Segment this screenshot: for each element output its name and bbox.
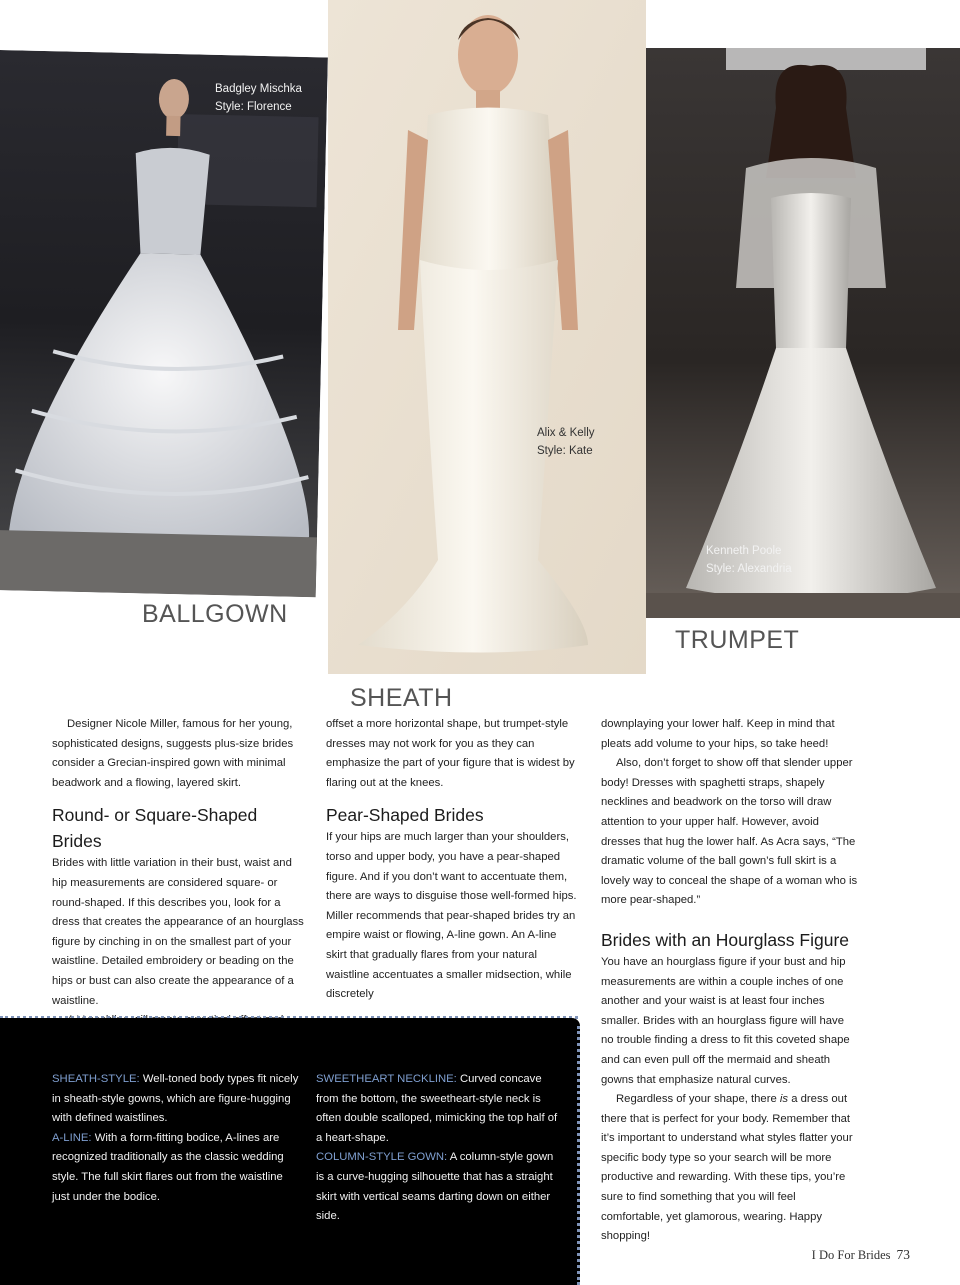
ballgown-caption — [215, 80, 302, 116]
column-2-paragraph-1: If your hips are much larger than your shoulders, torso and upper body, you have a pear-shaped figure. And if you don’t want to accentuate them, there are ways to disguise those well-formed hips. Miller recommends that pear-shaped brides try an empire waist or flowing, A-line gown. An A-line skirt that gradually flares from your natural waistline accentuates a smaller midsection, while discretely — [326, 831, 577, 1001]
publication-name: I Do For Brides — [811, 1248, 891, 1262]
column-3-paragraph-4-emphasis: is — [779, 1093, 789, 1106]
glossary-term-sheath: SHEATH-STYLE: — [52, 1073, 140, 1085]
trumpet-photo — [646, 48, 960, 618]
column-3-paragraph-4 — [601, 1090, 859, 1247]
trumpet-caption — [706, 542, 792, 578]
ballgown-designer: Badgley Mischka — [215, 83, 302, 95]
sheath-style: Style: Kate — [537, 445, 593, 457]
glossary-def-column: A column-style gown is a curve-hugging silhouette that has a straight skirt with vertical seams darting down on either side. — [316, 1151, 554, 1223]
page-folio — [812, 1247, 910, 1263]
glossary-term-column: COLUMN-STYLE GOWN: — [316, 1151, 448, 1164]
trumpet-style: Style: Alexandria — [706, 563, 792, 575]
heading-hourglass: Brides with an Hourglass Figure — [601, 929, 850, 950]
heading-pear-shaped: Pear-Shaped Brides — [326, 805, 484, 826]
trumpet-label: TRUMPET — [675, 626, 800, 654]
article-column-2 — [326, 715, 578, 1005]
ballgown-photo — [0, 50, 328, 597]
column-3-paragraph-4-start: Regardless of your shape, there — [616, 1093, 780, 1106]
glossary-aline — [52, 1129, 300, 1207]
trumpet-designer: Kenneth Poole — [706, 545, 782, 557]
glossary-sheath — [52, 1070, 300, 1129]
heading-round-square: Round- or Square-Shaped Brides — [52, 805, 258, 852]
column-2-intro: offset a more horizontal shape, but trumpet-style dresses may not work for you as they can emphasize the part of your figure that is widest by flaring out at the knees. — [326, 718, 575, 789]
glossary-column — [316, 1148, 560, 1226]
glossary-border-right — [577, 1026, 580, 1285]
glossary-def-sweetheart: Curved concave from the bottom, the sweetheart-style neck is often double scalloped, mimicking the top half of a heart-shape. — [316, 1073, 558, 1144]
sheath-designer: Alix & Kelly — [537, 427, 595, 439]
glossary-column-1 — [52, 1070, 300, 1207]
glossary-def-sheath: Well-toned body types fit nicely in sheath-style gowns, which are figure-hugging with defined waistlines. — [52, 1073, 299, 1125]
sheath-caption — [537, 424, 595, 460]
sheath-label: SHEATH — [350, 684, 453, 712]
article-column-3 — [601, 715, 859, 1247]
column-3-paragraph-3: You have an hourglass figure if your bust and hip measurements are within a couple inches of one another and your waist is at least four inches smaller. Brides with an hourglass figure will have no trouble finding a dress to fit this coveted shape and can even pull off the mermaid and sheath gowns that emphasize natural curves. — [601, 955, 850, 1086]
column-3-paragraph-4-end: a dress out there that is perfect for your body. Remember that it’s important to understand what styles flatter your specific body type so your search will be more productive and rewarding. With these tips, you’re sure to find something that you will feel comfortable, yet glamorous, wearing. Happy shopping! — [601, 1093, 853, 1243]
column-3-paragraph-2: Also, don’t forget to show off that slender upper body! Dresses with spaghetti straps, shapely necklines and beadwork on the torso will draw attention to your upper half. However, avoid dresses that hug the lower half. As Acra says, “The dramatic volume of the ball gown’s full skirt is a lovely way to conceal the shape of a woman who is more pear-shaped.” — [601, 757, 858, 907]
ballgown-label: BALLGOWN — [142, 600, 288, 628]
article-column-1 — [52, 715, 304, 1031]
glossary-sweetheart — [316, 1070, 560, 1148]
page-number: 73 — [896, 1247, 910, 1262]
glossary-def-aline: With a form-fitting bodice, A-lines are recognized traditionally as the classic wedding style. The full skirt flares out from the waistline just under the bodice. — [52, 1131, 284, 1203]
ballgown-style: Style: Florence — [215, 101, 292, 113]
column-1-intro: Designer Nicole Miller, famous for her young, sophisticated designs, suggests plus-size brides consider a Grecian-inspired gown with minimal beadwork and a flowing, layered skirt. — [52, 718, 294, 789]
glossary-column-2 — [316, 1070, 560, 1227]
glossary-term-sweetheart: SWEETHEART NECKLINE: — [316, 1073, 457, 1085]
column-1-paragraph-1: Brides with little variation in their bust, waist and hip measurements are considered square- or round-shaped. If this describes you, look for a dress that creates the appearance of an hourglass figure by cinching in on the smallest part of your waistline. Detailed embroidery or beading on the hips or bust can also create the appearance of a waistline. — [52, 857, 304, 1007]
sheath-photo — [328, 0, 646, 674]
column-3-paragraph-1: downplaying your lower half. Keep in mind that pleats add volume to your hips, so take heed! — [601, 718, 835, 750]
glossary-term-aline: A-LINE: — [52, 1131, 92, 1144]
